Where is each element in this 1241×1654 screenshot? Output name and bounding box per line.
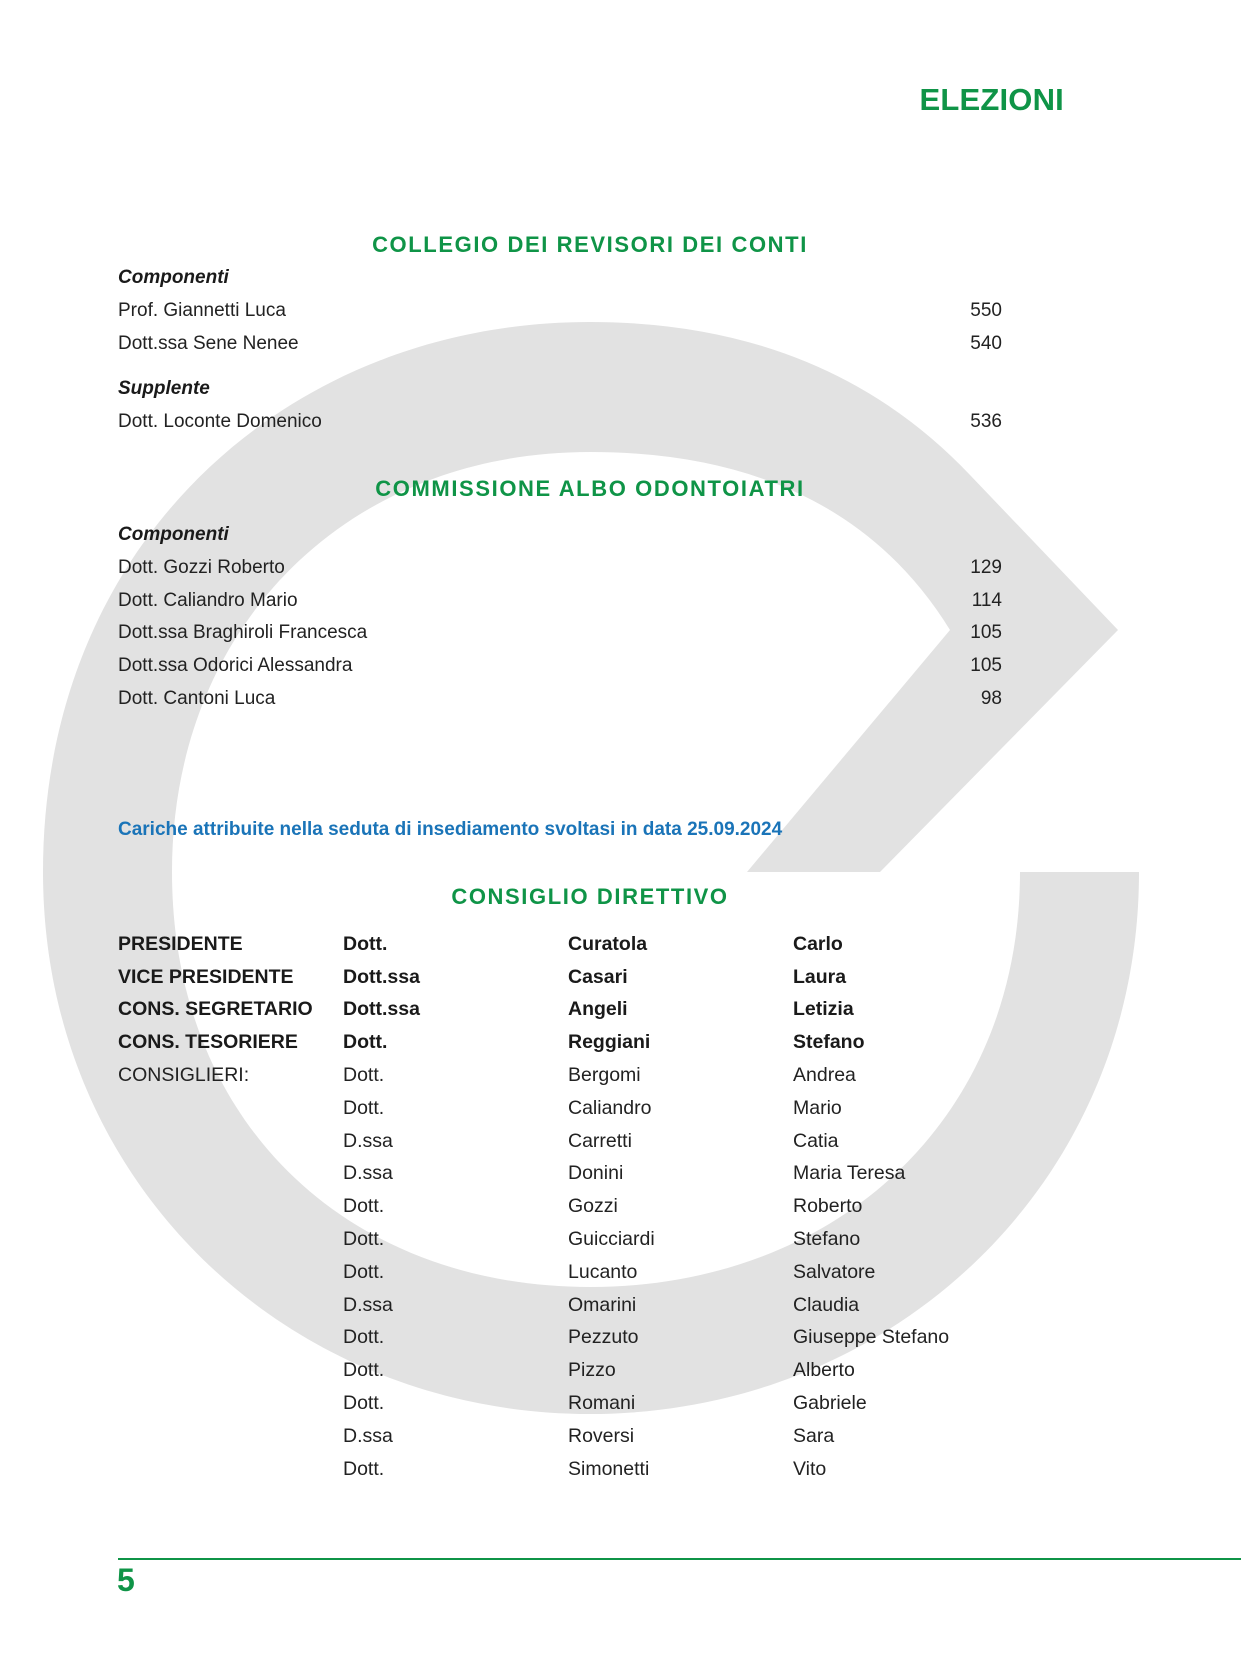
candidate-name: Prof. Giannetti Luca [118, 300, 286, 321]
odontoiatri-componente-row [118, 686, 1002, 712]
candidate-name: Dott. Caliandro Mario [118, 590, 298, 611]
candidate-name: Dott. Cantoni Luca [118, 688, 276, 709]
firstname-cell: Stefano [793, 1228, 861, 1251]
odontoiatri-heading: COMMISSIONE ALBO ODONTOIATRI [375, 476, 805, 501]
firstname-cell: Laura [793, 965, 847, 988]
surname-cell: Donini [568, 1162, 624, 1185]
table-row [118, 1092, 1023, 1125]
table-row [118, 1059, 1023, 1092]
surname-cell: Pizzo [568, 1359, 616, 1382]
title-cell: Dott. [343, 1064, 385, 1087]
candidate-name: Dott.ssa Sene Nenee [118, 333, 299, 354]
surname-cell: Caliandro [568, 1096, 652, 1119]
role-cell [118, 1289, 343, 1322]
insediamento-note: Cariche attribuite nella seduta di insediamento svoltasi in data 25.09.2024 [118, 819, 783, 840]
footer-divider [118, 1558, 1241, 1560]
firstname-cell: Maria Teresa [793, 1162, 906, 1185]
table-row [118, 961, 1023, 994]
consiglio-heading: CONSIGLIO DIRETTIVO [451, 884, 729, 909]
role-cell: PRESIDENTE [118, 932, 243, 955]
table-row [118, 1453, 1023, 1486]
table-row [118, 1387, 1023, 1420]
table-row [118, 1223, 1023, 1256]
firstname-cell: Mario [793, 1096, 842, 1119]
surname-cell: Gozzi [568, 1195, 618, 1218]
vote-count: 105 [970, 622, 1002, 643]
firstname-cell: Carlo [793, 932, 843, 955]
surname-cell: Casari [568, 965, 628, 988]
vote-count: 114 [971, 590, 1002, 611]
role-cell [118, 1190, 343, 1223]
table-row [118, 1125, 1023, 1158]
revisori-supplente-label: Supplente [118, 378, 210, 399]
role-cell: CONS. SEGRETARIO [118, 998, 313, 1021]
title-cell: Dott. [343, 1392, 385, 1415]
title-cell: Dott. [343, 932, 388, 955]
firstname-cell: Giuseppe Stefano [793, 1326, 950, 1349]
role-cell: CONSIGLIERI: [118, 1064, 250, 1087]
title-cell: Dott. [343, 1260, 385, 1283]
surname-cell: Curatola [568, 932, 648, 955]
firstname-cell: Alberto [793, 1359, 855, 1382]
surname-cell: Simonetti [568, 1457, 650, 1480]
title-cell: Dott. [343, 1096, 385, 1119]
surname-cell: Guicciardi [568, 1228, 655, 1251]
surname-cell: Lucanto [568, 1260, 638, 1283]
odontoiatri-componente-row [118, 588, 1002, 614]
title-cell: Dott. [343, 1359, 385, 1382]
table-row [118, 1354, 1023, 1387]
vote-count: 540 [970, 333, 1002, 354]
role-cell: VICE PRESIDENTE [118, 965, 294, 988]
firstname-cell: Vito [793, 1457, 827, 1480]
role-cell [118, 1223, 343, 1256]
table-row [118, 1190, 1023, 1223]
firstname-cell: Catia [793, 1129, 839, 1152]
firstname-cell: Letizia [793, 998, 854, 1021]
title-cell: Dott. [343, 1228, 385, 1251]
title-cell: Dott. [343, 1326, 385, 1349]
odontoiatri-componente-row [118, 620, 1002, 646]
role-cell [118, 1092, 343, 1125]
role-cell: CONS. TESORIERE [118, 1031, 298, 1054]
revisori-supplente-row [118, 409, 1002, 435]
candidate-name: Dott.ssa Odorici Alessandra [118, 655, 353, 676]
vote-count: 105 [970, 655, 1002, 676]
role-cell [118, 1322, 343, 1355]
role-cell [118, 1158, 343, 1191]
revisori-heading: COLLEGIO DEI REVISORI DEI CONTI [372, 232, 808, 257]
firstname-cell: Roberto [793, 1195, 863, 1218]
title-cell: Dott.ssa [343, 998, 420, 1021]
table-row [118, 1026, 1023, 1059]
title-cell: Dott. [343, 1457, 385, 1480]
revisori-componente-row [118, 331, 1002, 357]
candidate-name: Dott. Gozzi Roberto [118, 557, 285, 578]
candidate-name: Dott. Loconte Domenico [118, 411, 322, 432]
role-cell [118, 1125, 343, 1158]
vote-count: 129 [970, 557, 1002, 578]
odontoiatri-componenti-label: Componenti [118, 524, 229, 545]
title-cell: Dott. [343, 1031, 388, 1054]
revisori-componenti-label: Componenti [118, 267, 229, 288]
surname-cell: Omarini [568, 1293, 637, 1316]
title-cell: D.ssa [343, 1293, 393, 1316]
table-row [118, 994, 1023, 1027]
role-cell [118, 1420, 343, 1453]
odontoiatri-componente-row [118, 653, 1002, 679]
page-number: 5 [117, 1562, 135, 1598]
table-row [118, 1289, 1023, 1322]
surname-cell: Roversi [568, 1424, 635, 1447]
revisori-componente-row [118, 298, 1002, 324]
table-row [118, 1420, 1023, 1453]
surname-cell: Romani [568, 1392, 636, 1415]
role-cell [118, 1256, 343, 1289]
title-cell: D.ssa [343, 1162, 393, 1185]
title-cell: D.ssa [343, 1424, 393, 1447]
role-cell [118, 1453, 343, 1486]
role-cell [118, 1387, 343, 1420]
table-row [118, 928, 1023, 961]
page-title: ELEZIONI [919, 82, 1064, 117]
firstname-cell: Sara [793, 1424, 835, 1447]
title-cell: D.ssa [343, 1129, 393, 1152]
vote-count: 550 [970, 300, 1002, 321]
consiglio-direttivo-table [118, 928, 1023, 1486]
surname-cell: Reggiani [568, 1031, 651, 1054]
surname-cell: Angeli [568, 998, 628, 1021]
table-row [118, 1322, 1023, 1355]
table-row [118, 1158, 1023, 1191]
surname-cell: Bergomi [568, 1064, 641, 1087]
firstname-cell: Gabriele [793, 1392, 867, 1415]
firstname-cell: Stefano [793, 1031, 865, 1054]
firstname-cell: Salvatore [793, 1260, 876, 1283]
odontoiatri-componente-row [118, 555, 1002, 581]
surname-cell: Carretti [568, 1129, 632, 1152]
table-row [118, 1256, 1023, 1289]
vote-count: 536 [970, 411, 1002, 432]
vote-count: 98 [980, 688, 1002, 709]
role-cell [118, 1354, 343, 1387]
firstname-cell: Andrea [793, 1064, 856, 1087]
candidate-name: Dott.ssa Braghiroli Francesca [118, 622, 368, 643]
title-cell: Dott. [343, 1195, 385, 1218]
title-cell: Dott.ssa [343, 965, 420, 988]
surname-cell: Pezzuto [568, 1326, 639, 1349]
firstname-cell: Claudia [793, 1293, 860, 1316]
